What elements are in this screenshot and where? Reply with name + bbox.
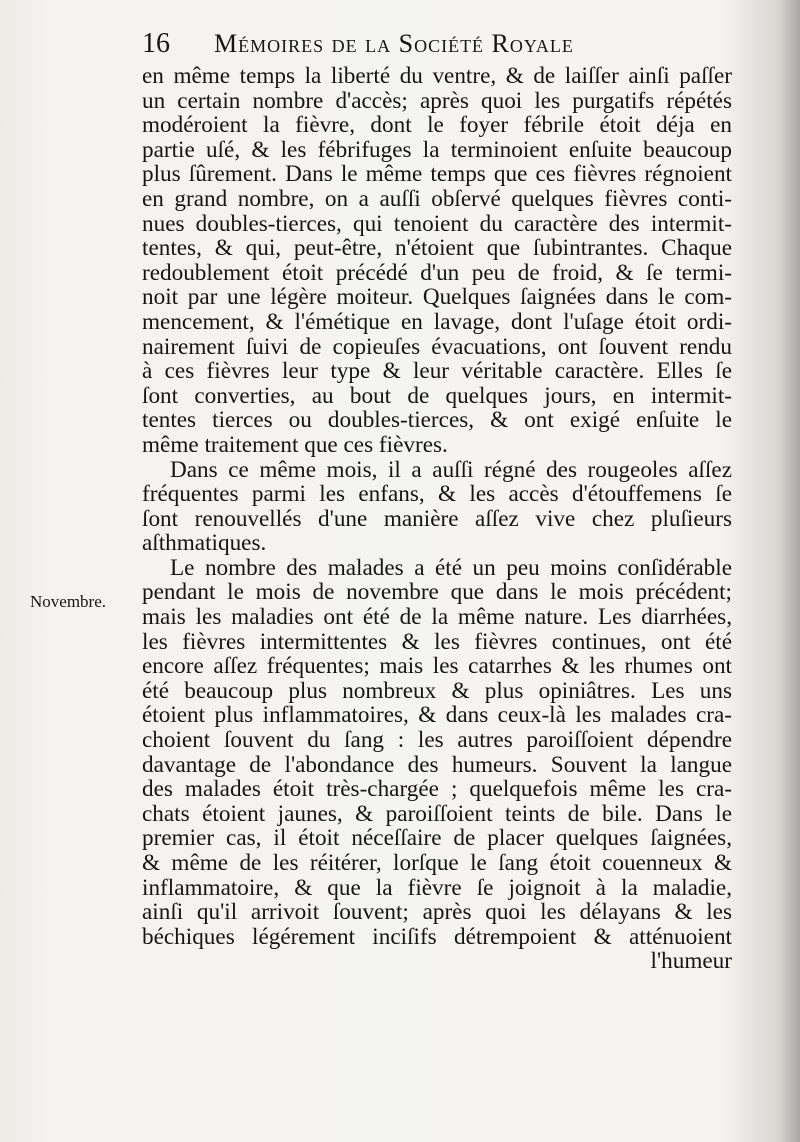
text-line: aſthmatiques. [142,530,267,557]
body-text [142,64,732,974]
text-line: Dans ce même mois, il a auſſi régné des rougeoles aſſez [170,456,732,483]
text-line: premier cas, il étoit néceſſaire de placer quelques ſaignées, [142,825,732,852]
text-line: ainſi qu'il arrivoit ſouvent; après quoi les délayans & les [142,899,732,926]
text-line: nues doubles-tierces, qui tenoient du caractère des intermit- [142,210,732,237]
text-line: fréquentes parmi les enfans, & les accès d'étouffemens ſe [142,481,732,508]
text-line: mencement, & l'émétique en lavage, dont l'uſage étoit ordi- [142,308,732,335]
text-line: en grand nombre, on a auſſi obſervé quelques fièvres conti- [142,185,732,212]
text-line: plus ſûrement. Dans le même temps que ces fièvres régnoient [142,161,732,188]
margin-note: Novembre. [30,592,107,611]
text-line: tentes, & qui, peut-être, n'étoient que ſubintrantes. Chaque [142,235,732,262]
text-line: encore aſſez fréquentes; mais les catarrhes & les rhumes ont [142,653,732,680]
text-line: redoublement étoit précédé d'un peu de froid, & ſe termi- [142,259,732,286]
text-line: Le nombre des malades a été un peu moins conſidérable [170,554,732,581]
text-line: davantage de l'abondance des humeurs. Souvent la langue [142,751,732,778]
text-line: partie uſé, & les fébrifuges la terminoient enſuite beaucoup [142,136,732,163]
text-line: nairement ſuivi de copieuſes évacuations, ont ſouvent rendu [142,333,732,360]
text-line: inflammatoire, & que la fièvre ſe joignoit à la maladie, [142,874,732,901]
catchword: l'humeur [650,948,732,975]
running-head: Mémoires de la Société Royale [214,29,574,58]
text-line: choient ſouvent du ſang : les autres paroiſſoient dépendre [142,727,732,754]
text-line: mais les maladies ont été de la même nature. Les diarrhées, [142,604,732,631]
text-line: ſont renouvellés d'une manière aſſez vive chez pluſieurs [142,505,732,532]
text-line: à ces fièvres leur type & leur véritable caractère. Elles ſe [142,358,732,385]
text-line: en même temps la liberté du ventre, & de laiſſer ainſi paſſer [142,63,732,89]
text-line: noit par une légère moiteur. Quelques ſaignées dans le com- [142,284,732,311]
text-line: chats étoient jaunes, & paroiſſoient teints de bile. Dans le [142,800,732,827]
text-line: été beaucoup plus nombreux & plus opiniâtres. Les uns [142,677,732,704]
text-line: un certain nombre d'accès; après quoi les purgatifs répétés [142,87,732,114]
text-line: même traitement que ces fièvres. [142,431,448,458]
text-line: modéroient la fièvre, dont le foyer fébrile étoit déja en [142,112,732,139]
text-line: tentes tierces ou doubles-tierces, & ont exigé enſuite le [142,407,732,434]
text-line: pendant le mois de novembre que dans le mois précédent; [142,579,732,606]
page-number: 16 [142,28,170,59]
text-line: béchiques légérement inciſifs détrempoient & atténuoient [142,923,732,950]
text-line: & même de les réitérer, lorſque le ſang étoit couenneux & [142,850,732,876]
text-line: des malades étoit très-chargée ; quelquefois même les cra- [142,776,732,803]
text-line: les fièvres intermittentes & les fièvres continues, ont été [142,628,732,655]
text-line: étoient plus inflammatoires, & dans ceux-là les malades cra- [142,702,732,729]
text-line: ſont converties, au bout de quelques jours, en intermit- [142,382,732,409]
page-header [142,24,702,64]
